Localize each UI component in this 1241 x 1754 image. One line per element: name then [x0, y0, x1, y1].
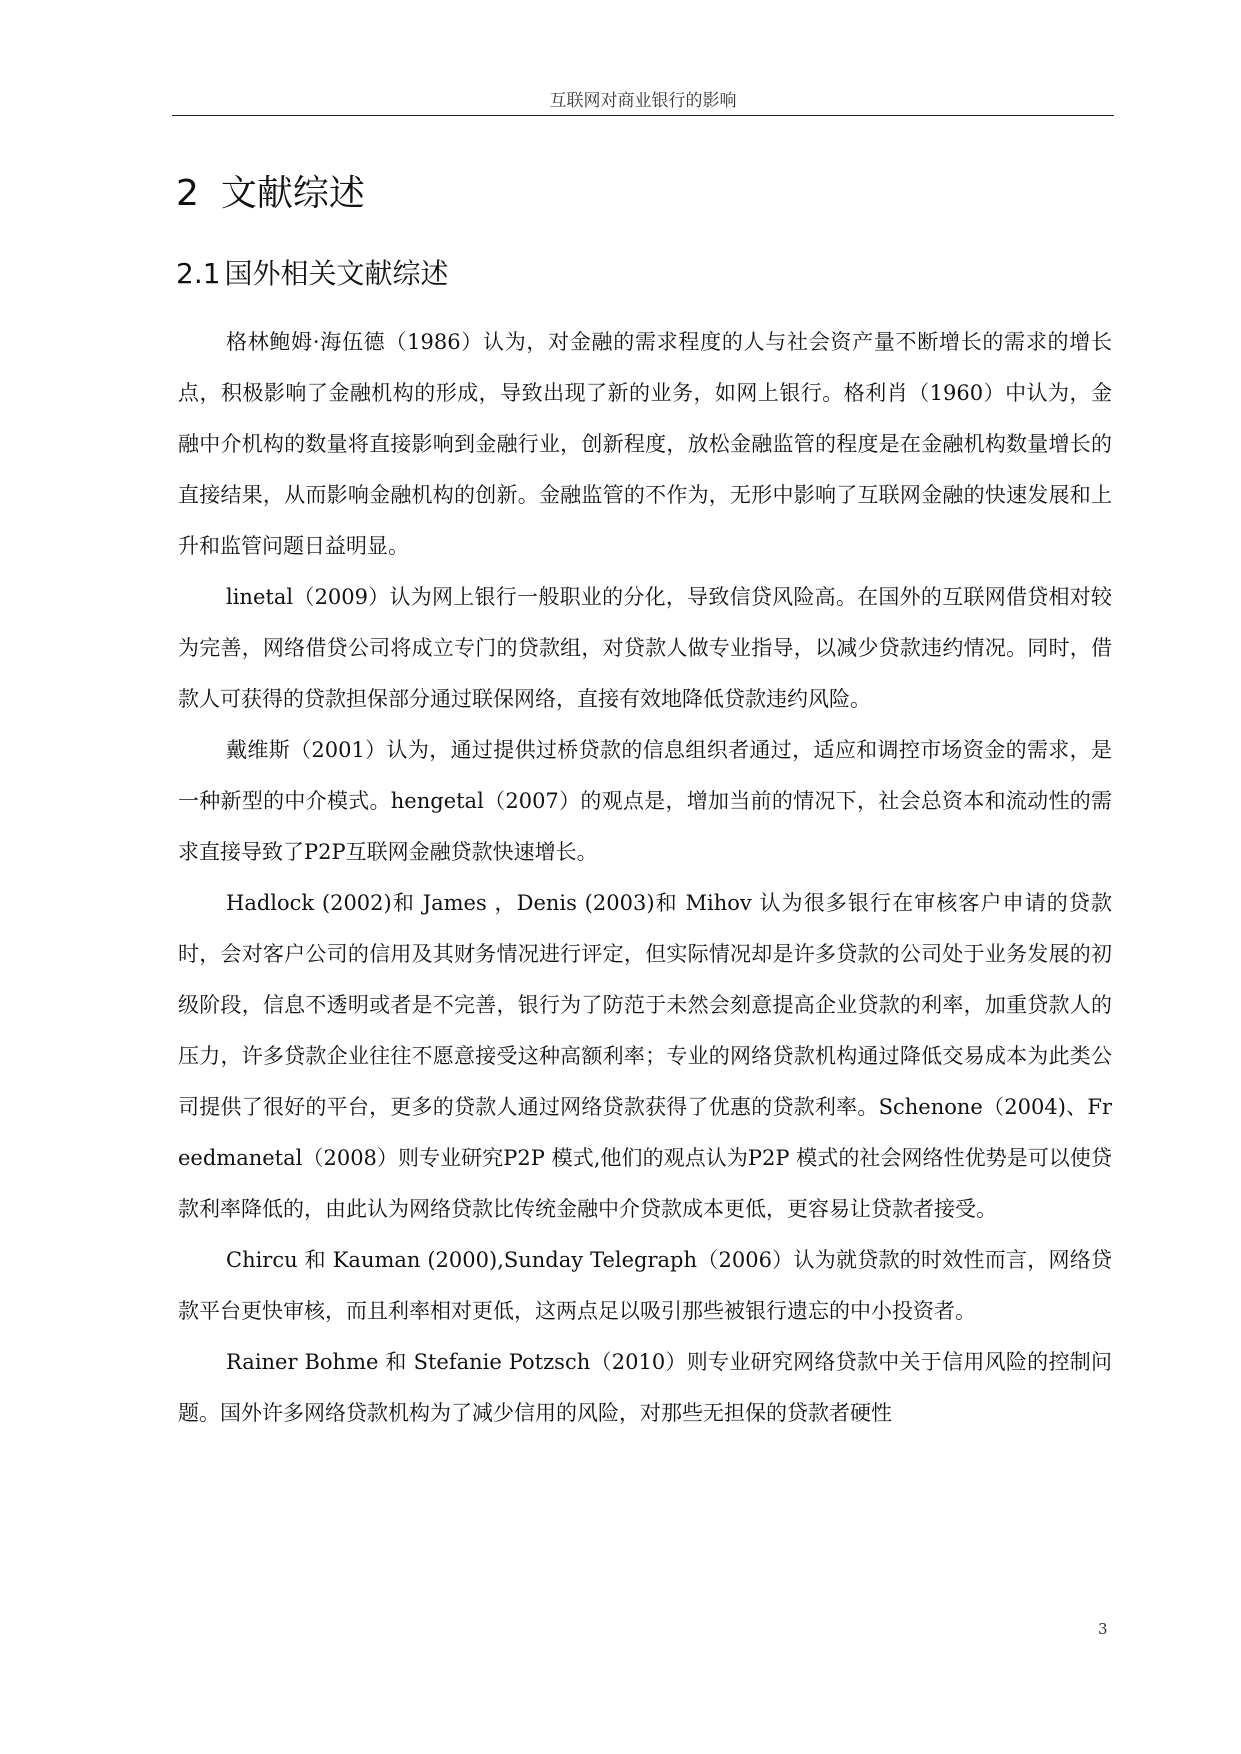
section-title-text: 国外相关文献综述 [224, 257, 449, 290]
paragraph: linetal（2009）认为网上银行一般职业的分化，导致信贷风险高。在国外的互联网借贷相对较为完善，网络借贷公司将成立专门的贷款组，对贷款人做专业指导，以减少贷款违约情况。同时，借款人可获得的贷款担保部分通过联保网络，直接有效地降低贷款违约风险。 [178, 585, 1112, 711]
chapter-title-text: 文献综述 [220, 173, 365, 214]
paragraph: Rainer Bohme 和 Stefanie Potzsch（2010）则专业研究网络贷款中关于信用风险的控制问题。国外许多网络贷款机构为了减少信用的风险，对那些无担保的贷款者硬性 [178, 1350, 1112, 1425]
page-number: 3 [1098, 1620, 1108, 1638]
header-divider [172, 115, 1114, 116]
paragraph: 戴维斯（2001）认为，通过提供过桥贷款的信息组织者通过，适应和调控市场资金的需求，是一种新型的中介模式。hengetal（2007）的观点是，增加当前的情况下，社会总资本和流动性的需求直接导致了P2P互联网金融贷款快速增长。 [178, 738, 1112, 864]
section-number: 2.1 [176, 257, 221, 290]
paragraph: Chircu 和 Kauman (2000),Sunday Telegraph（2006）认为就贷款的时效性而言，网络贷款平台更快审核，而且利率相对更低，这两点足以吸引那些被银行遗忘的中小投资者。 [178, 1248, 1112, 1323]
body-text [178, 317, 1112, 1439]
chapter-number: 2 [176, 173, 199, 214]
running-header: 互联网对商业银行的影响 [549, 91, 737, 111]
section-title [176, 254, 449, 294]
paragraph: Hadlock (2002)和 James ，Denis (2003)和 Mihov 认为很多银行在审核客户申请的贷款时，会对客户公司的信用及其财务情况进行评定，但实际情况却是许多贷款的公司处于业务发展的初级阶段，信息不透明或者是不完善，银行为了防范于未然会刻意提高企业贷款的利率，加重贷款人的压力，许多贷款企业往往不愿意接受这种高额利率；专业的网络贷款机构通过降低交易成本为此类公司提供了很好的平台，更多的贷款人通过网络贷款获得了优惠的贷款利率。Schenone（2004)、Freedmanetal（2008）则专业研究P2P 模式,他们的观点认为P2P 模式的社会网络性优势是可以使贷款利率降低的，由此认为网络贷款比传统金融中介贷款成本更低，更容易让贷款者接受。 [178, 891, 1112, 1221]
paragraph: 格林鲍姆·海伍德（1986）认为，对金融的需求程度的人与社会资产量不断增长的需求的增长点，积极影响了金融机构的形成，导致出现了新的业务，如网上银行。格利肖（1960）中认为，金融中介机构的数量将直接影响到金融行业，创新程度，放松金融监管的程度是在金融机构数量增长的直接结果，从而影响金融机构的创新。金融监管的不作为，无形中影响了互联网金融的快速发展和上升和监管问题日益明显。 [178, 330, 1112, 558]
chapter-title [176, 170, 365, 218]
